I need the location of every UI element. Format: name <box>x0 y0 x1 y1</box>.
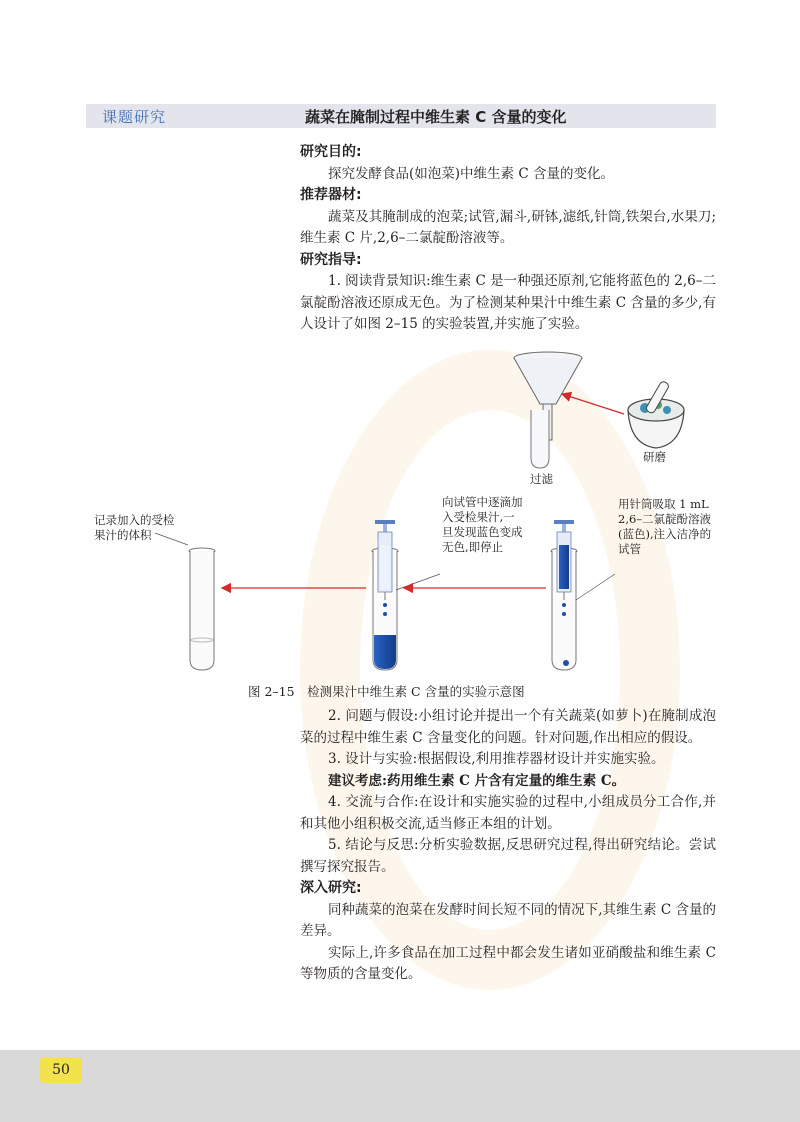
purpose-text: 探究发酵食品(如泡菜)中维生素 C 含量的变化。 <box>328 165 614 182</box>
figure-caption: 图 2–15 检测果汁中维生素 C 含量的实验示意图 <box>248 684 525 699</box>
guide-step-5: 5. 结论与反思:分析实验数据,反思研究过程,得出研究结论。尝试撰写探究报告。 <box>300 837 716 875</box>
page-number: 50 <box>40 1057 82 1083</box>
materials-heading: 推荐器材: <box>300 187 362 203</box>
label-syringe: 用针筒吸取 1 mL 2,6–二氯靛酚溶液(蓝色),注入洁净的试管 <box>618 497 712 556</box>
deep-text-1: 同种蔬菜的泡菜在发酵时间长短不同的情况下,其维生素 C 含量的差异。 <box>300 901 716 939</box>
guide-step-2: 2. 问题与假设:小组讨论并提出一个有关蔬菜(如萝卜)在腌制成泡菜的过程中维生素 C 含量变化的问题。针对问题,作出相应的假设。 <box>300 708 716 746</box>
deep-heading: 深入研究: <box>300 880 362 896</box>
mortar-icon <box>628 380 684 448</box>
label-grind: 研磨 <box>643 450 666 464</box>
empty-test-tube-icon <box>189 548 215 670</box>
guide-step-3: 3. 设计与实验:根据假设,利用推荐器材设计并实施实验。 <box>328 751 665 767</box>
deep-text-2: 实际上,许多食品在加工过程中都会发生诸如亚硝酸盐和维生素 C 等物质的含量变化。 <box>300 944 716 982</box>
page-title: 蔬菜在腌制过程中维生素 C 含量的变化 <box>305 108 567 126</box>
footer-bar <box>0 1050 800 1122</box>
guide-heading: 研究指导: <box>300 251 362 268</box>
section-label: 课题研究 <box>102 108 167 126</box>
materials-text: 蔬菜及其腌制成的泡菜;试管,漏斗,研钵,滤纸,针筒,铁架台,水果刀;维生素 C 片,2,6–二氯靛酚溶液等。 <box>300 208 716 246</box>
purpose-heading: 研究目的: <box>300 144 362 160</box>
suggestion-text: 建议考虑:药用维生素 C 片含有定量的维生素 C。 <box>328 772 626 789</box>
label-drip: 向试管中逐滴加入受检果汁,一旦发现蓝色变成无色,即停止 <box>442 495 523 554</box>
label-record: 记录加入的受检果汁的体积 <box>94 513 175 542</box>
lower-text <box>300 706 716 986</box>
upper-text <box>300 142 716 336</box>
label-filter: 过滤 <box>530 472 553 486</box>
guide-step-4: 4. 交流与合作:在设计和实施实验的过程中,小组成员分工合作,并和其他小组积极交流,适当修正本组的计划。 <box>300 794 716 832</box>
guide-step-1: 1. 阅读背景知识:维生素 C 是一种强还原剂,它能将蓝色的 2,6–二氯靛酚溶液还原成无色。为了检测某种果汁中维生素 C 含量的多少,有人设计了如图 2–15 的实验装置,并实施了实验。 <box>300 273 716 332</box>
